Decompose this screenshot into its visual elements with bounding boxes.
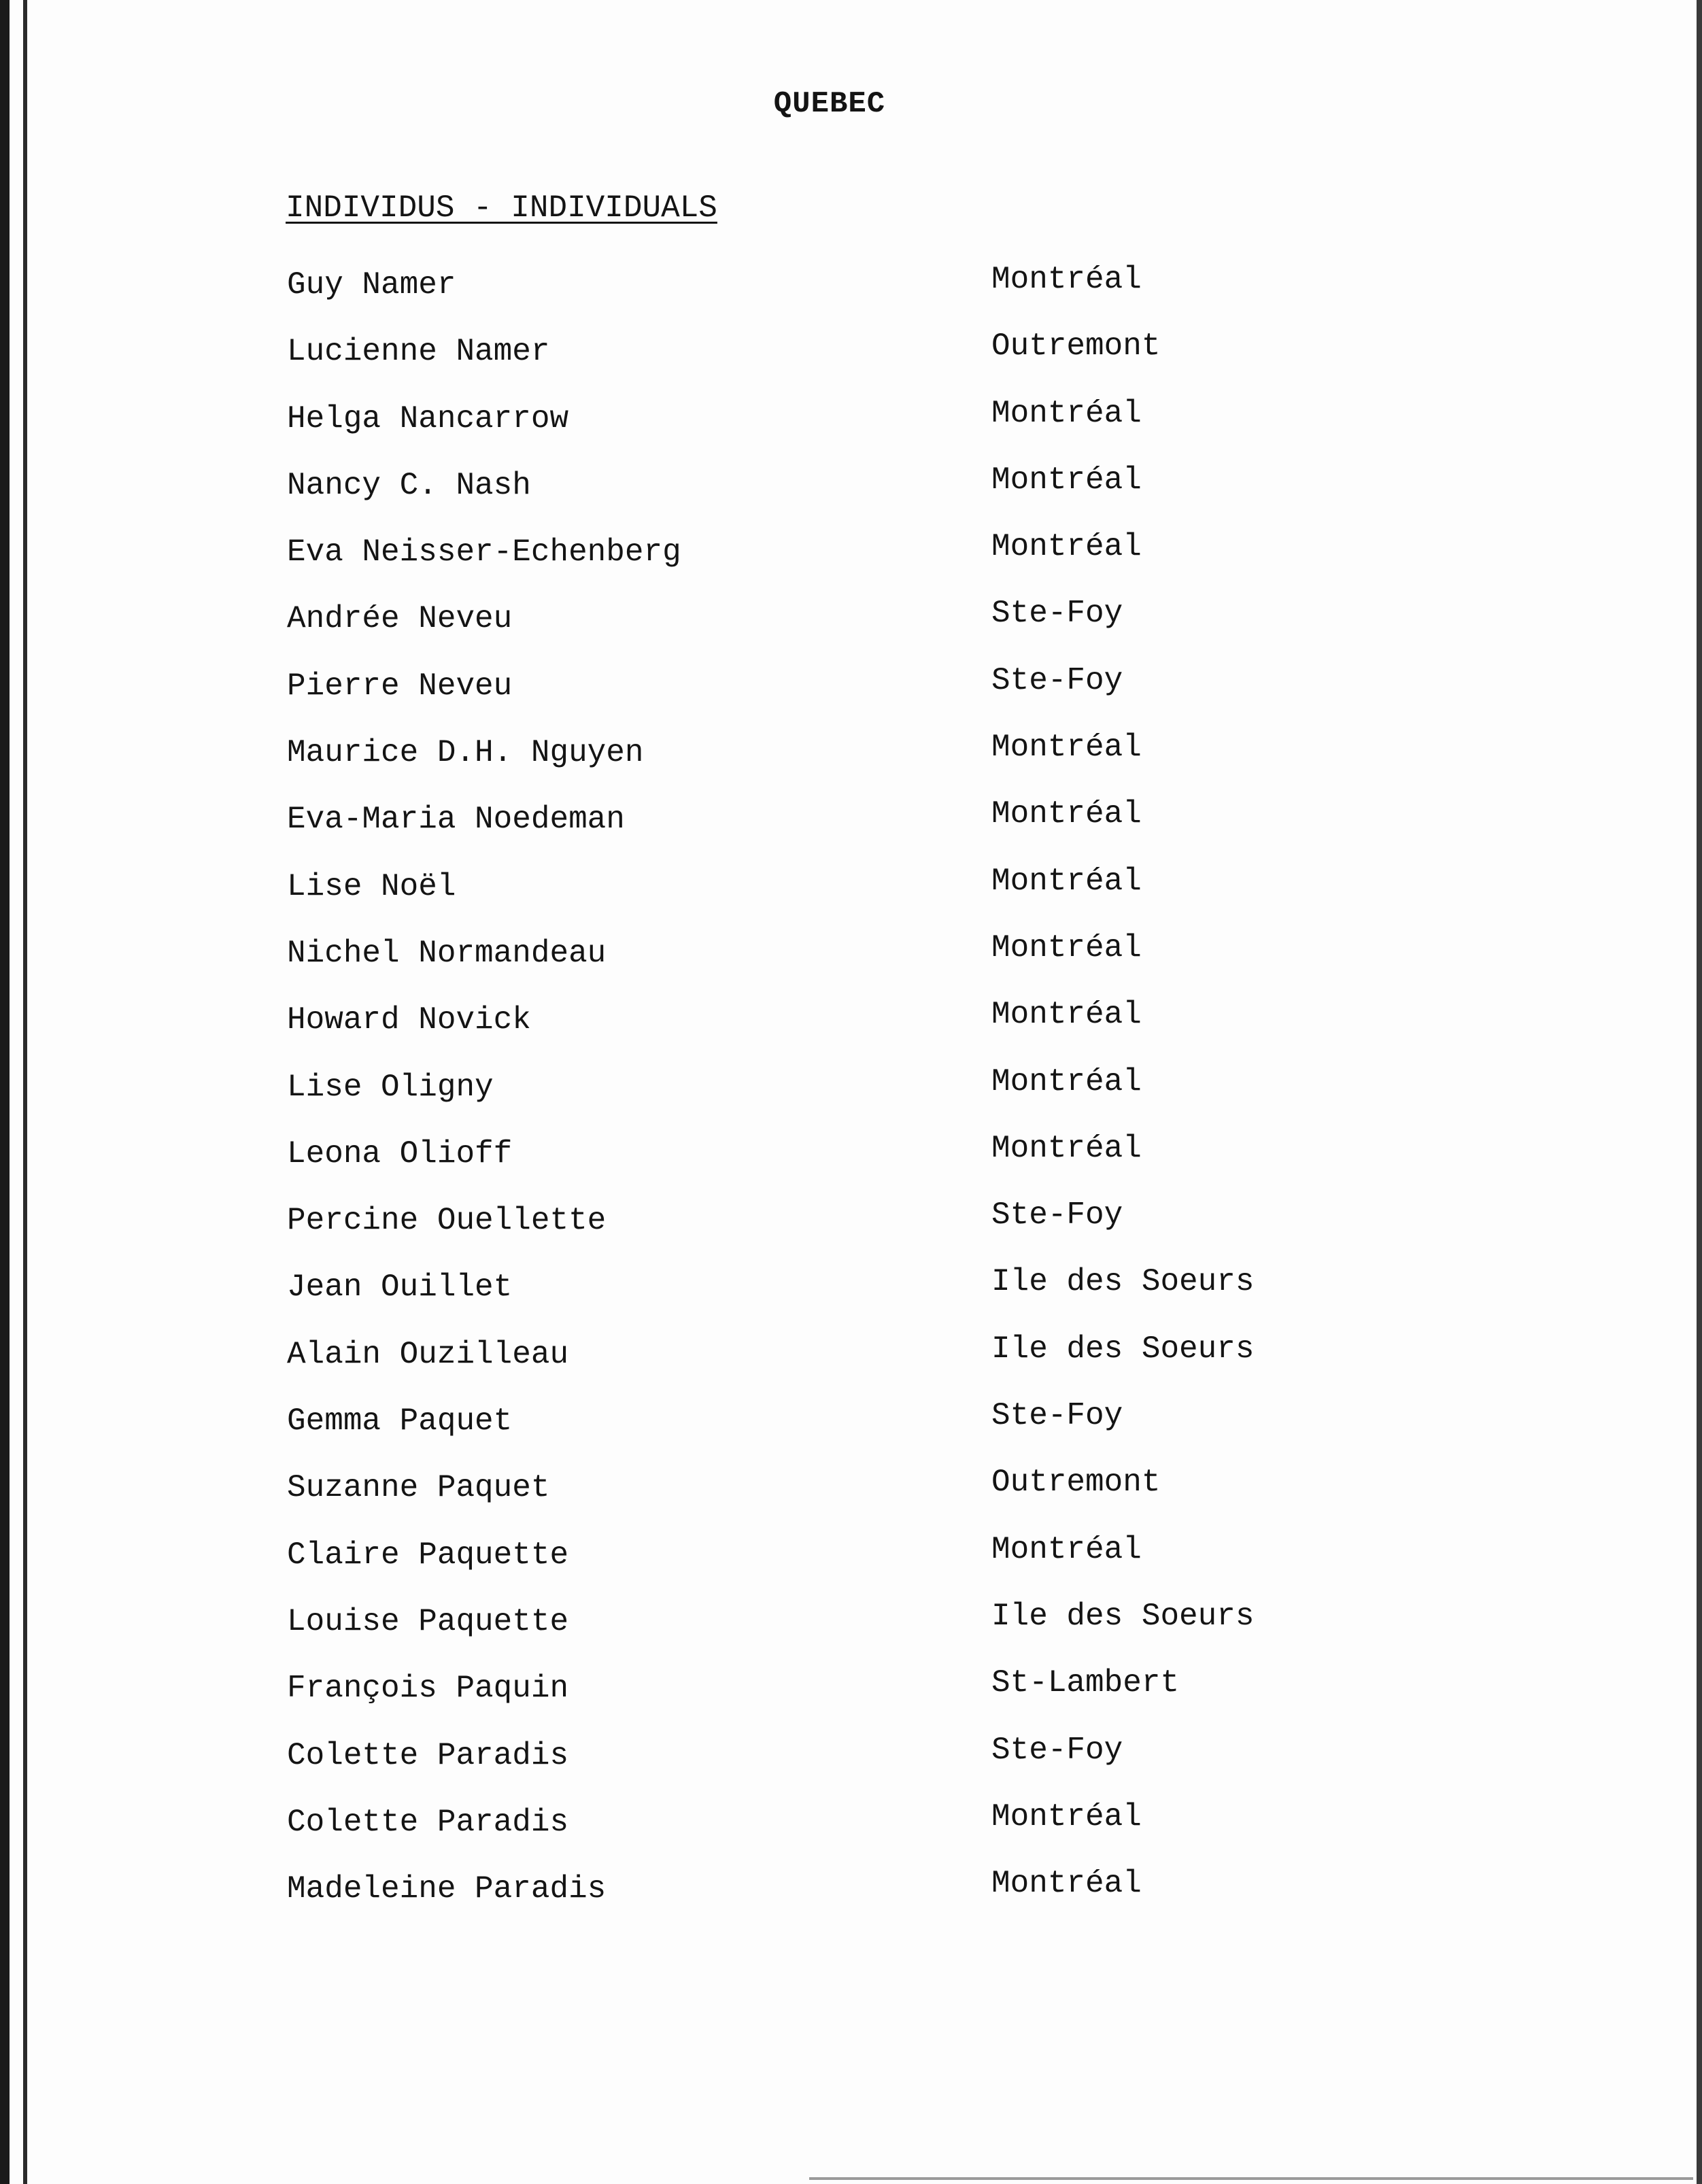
list-item: [0, 1187, 1659, 1254]
entry-city: Montréal: [991, 262, 1142, 297]
entry-name: Lise Noël: [287, 868, 456, 904]
entry-city: Montréal: [991, 1531, 1142, 1567]
list-item: [0, 519, 1659, 585]
entry-city: Montréal: [991, 796, 1142, 832]
entry-name: Claire Paquette: [287, 1537, 569, 1573]
list-item: [0, 1856, 1659, 1922]
entry-city: Ile des Soeurs: [991, 1598, 1255, 1634]
scan-edge-right: [1697, 0, 1702, 2184]
entry-name: Louise Paquette: [287, 1603, 569, 1639]
entry-city: Outremont: [991, 328, 1161, 364]
entry-name: Pierre Neveu: [287, 668, 513, 704]
list-item: [0, 786, 1659, 853]
entry-name: Colette Paradis: [287, 1804, 569, 1840]
entry-city: Ste-Foy: [991, 1197, 1123, 1233]
entry-city: Montréal: [991, 462, 1142, 498]
entry-name: Lise Oligny: [287, 1069, 494, 1105]
list-item: [0, 1655, 1659, 1722]
list-item: [0, 1321, 1659, 1388]
list-item: [0, 719, 1659, 786]
entry-name: Nancy C. Nash: [287, 467, 531, 503]
list-item: [0, 318, 1659, 385]
list-item: [0, 1454, 1659, 1521]
entry-city: Montréal: [991, 997, 1142, 1033]
entry-name: Maurice D.H. Nguyen: [287, 735, 644, 771]
entry-city: St-Lambert: [991, 1665, 1180, 1701]
entry-name: Colette Paradis: [287, 1737, 569, 1773]
entry-list: [0, 252, 1659, 1922]
entry-name: Howard Novick: [287, 1002, 531, 1038]
list-item: [0, 1722, 1659, 1789]
entry-name: Eva-Maria Noedeman: [287, 802, 625, 838]
entry-name: Lucienne Namer: [287, 334, 550, 370]
list-item: [0, 386, 1659, 452]
list-item: [0, 1522, 1659, 1588]
entry-name: Madeleine Paradis: [287, 1871, 607, 1907]
entry-name: Gemma Paquet: [287, 1403, 513, 1439]
page-title: QUEBEC: [773, 87, 886, 121]
entry-name: Eva Neisser-Echenberg: [287, 534, 681, 570]
section-heading: INDIVIDUS - INDIVIDUALS: [286, 190, 717, 226]
list-item: [0, 987, 1659, 1053]
entry-city: Montréal: [991, 730, 1142, 766]
entry-name: Alain Ouzilleau: [287, 1336, 569, 1372]
entry-name: Jean Ouillet: [287, 1269, 513, 1306]
list-item: [0, 653, 1659, 719]
entry-city: Montréal: [991, 1130, 1142, 1166]
entry-city: Ste-Foy: [991, 1398, 1123, 1434]
entry-name: Leona Olioff: [287, 1136, 513, 1172]
list-item: [0, 1254, 1659, 1320]
list-item: [0, 920, 1659, 987]
list-item: [0, 1588, 1659, 1655]
entry-city: Ste-Foy: [991, 1732, 1123, 1768]
entry-city: Montréal: [991, 863, 1142, 899]
entry-city: Montréal: [991, 929, 1142, 966]
list-item: [0, 452, 1659, 519]
list-item: [0, 1388, 1659, 1454]
entry-name: Helga Nancarrow: [287, 400, 569, 437]
entry-name: Nichel Normandeau: [287, 935, 607, 971]
entry-name: Percine Ouellette: [287, 1203, 607, 1239]
entry-city: Ile des Soeurs: [991, 1331, 1255, 1367]
entry-city: Montréal: [991, 1866, 1142, 1902]
entry-city: Ile des Soeurs: [991, 1264, 1255, 1300]
list-item: [0, 853, 1659, 920]
entry-name: François Paquin: [287, 1671, 569, 1707]
scan-edge-bottom: [809, 2177, 1693, 2180]
list-item: [0, 585, 1659, 652]
entry-city: Ste-Foy: [991, 662, 1123, 698]
entry-name: Guy Namer: [287, 267, 456, 303]
entry-name: Andrée Neveu: [287, 601, 513, 637]
list-item: [0, 1054, 1659, 1121]
entry-city: Ste-Foy: [991, 596, 1123, 632]
entry-city: Outremont: [991, 1465, 1161, 1501]
list-item: [0, 1121, 1659, 1187]
entry-name: Suzanne Paquet: [287, 1470, 550, 1506]
list-item: [0, 252, 1659, 318]
entry-city: Montréal: [991, 395, 1142, 431]
list-item: [0, 1789, 1659, 1856]
entry-city: Montréal: [991, 1063, 1142, 1099]
entry-city: Montréal: [991, 529, 1142, 565]
entry-city: Montréal: [991, 1798, 1142, 1835]
